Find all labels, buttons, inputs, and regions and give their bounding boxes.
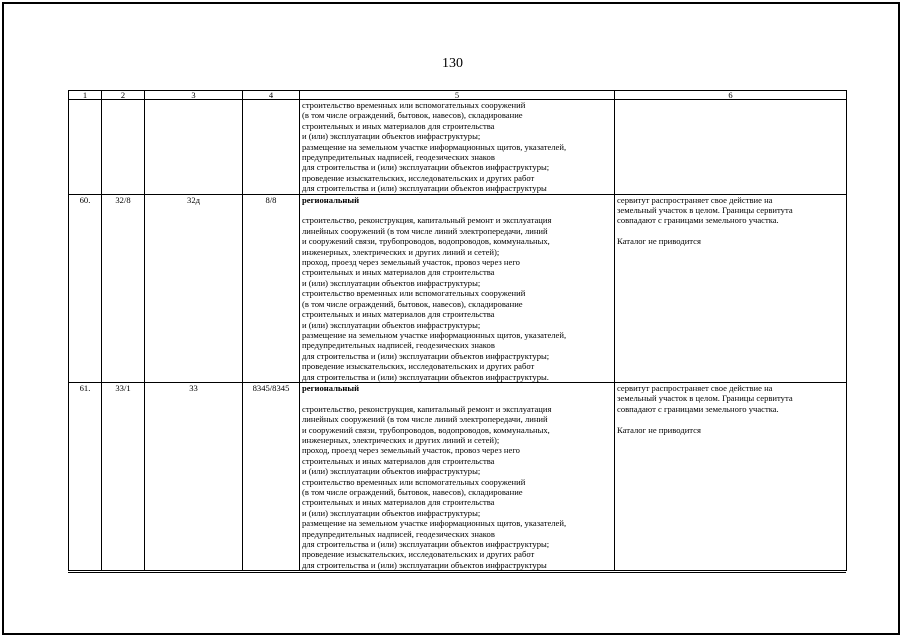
note-line: сервитут распространяет свое действие на xyxy=(617,382,773,393)
note-line: земельный участок в целом. Границы сервитута xyxy=(617,393,793,404)
purpose-line: инженерных, электрических и других линий и сетей); xyxy=(302,246,500,257)
note-line: земельный участок в целом. Границы сервитута xyxy=(617,205,793,216)
purpose-line: и (или) эксплуатации объектов инфраструктуры; xyxy=(302,131,481,142)
cell-c2: 32/8 xyxy=(102,194,145,382)
cell-c2 xyxy=(102,100,145,195)
header-cell-6: 6 xyxy=(615,91,847,100)
header-cell-3: 3 xyxy=(145,91,243,100)
purpose-line: для строительства и (или) эксплуатации объектов инфраструктуры; xyxy=(302,350,550,361)
purpose-line: строительство, реконструкция, капитальный ремонт и эксплуатация xyxy=(302,403,552,414)
catalog-note: Каталог не приводится xyxy=(617,236,701,247)
cell-c3 xyxy=(145,100,243,195)
cell-purpose xyxy=(300,382,615,570)
purpose-line: строительных и иных материалов для строительства xyxy=(302,309,495,320)
purpose-line: проход, проезд через земельный участок, провоз через него xyxy=(302,257,520,268)
purpose-line: строительных и иных материалов для строительства xyxy=(302,120,495,131)
purpose-line: (в том числе ограждений, бытовок, навесов), складирование xyxy=(302,487,523,497)
purpose-line: проведение изыскательских, исследовательских и других работ xyxy=(302,172,535,183)
purpose-line: размещение на земельном участке информационных щитов, указателей, xyxy=(302,141,567,152)
purpose-line: проведение изыскательских, исследовательских и других работ xyxy=(302,549,535,560)
header-cell-4: 4 xyxy=(243,91,300,100)
cell-purpose xyxy=(300,194,615,382)
cell-notes xyxy=(615,100,847,195)
purpose-line: предупредительных надписей, геодезических знаков xyxy=(302,340,495,351)
cell-c2: 33/1 xyxy=(102,382,145,570)
purpose-line: строительных и иных материалов для строительства xyxy=(302,267,495,278)
purpose-line: проведение изыскательских, исследовательских и других работ xyxy=(302,361,535,372)
spacer xyxy=(302,393,612,403)
table-row xyxy=(69,382,847,570)
cell-c4: 8/8 xyxy=(243,194,300,382)
purpose-line: строительство временных или вспомогательных сооружений xyxy=(302,476,526,487)
purpose-line: строительных и иных материалов для строительства xyxy=(302,497,495,508)
purpose-line: предупредительных надписей, геодезических знаков xyxy=(302,152,495,163)
table-row xyxy=(69,194,847,382)
cell-c4: 8345/8345 xyxy=(243,382,300,570)
header-cell-1: 1 xyxy=(69,91,102,100)
purpose-line: и (или) эксплуатации объектов инфраструктуры; xyxy=(302,466,481,477)
purpose-line: (в том числе ограждений, бытовок, навесов), складирование xyxy=(302,298,523,309)
header-cell-2: 2 xyxy=(102,91,145,100)
purpose-line: и (или) эксплуатации объектов инфраструктуры; xyxy=(302,507,481,518)
note-line: сервитут распространяет свое действие на xyxy=(617,194,773,205)
table-row-continuation xyxy=(69,100,847,195)
level-label: региональный xyxy=(302,382,360,393)
purpose-line: строительных и иных материалов для строительства xyxy=(302,455,495,466)
header-row xyxy=(69,91,847,100)
servitude-table xyxy=(68,90,847,571)
table-bottom-rule xyxy=(68,572,846,573)
purpose-line: линейных сооружений (в том числе линий электропередачи, линий xyxy=(302,225,548,236)
purpose-line: проход, проезд через земельный участок, провоз через него xyxy=(302,445,520,456)
purpose-line: строительство, реконструкция, капитальный ремонт и эксплуатация xyxy=(302,215,552,226)
purpose-line: и сооружений связи, трубопроводов, водопроводов, коммунальных, xyxy=(302,236,550,247)
level-label: региональный xyxy=(302,194,360,205)
purpose-line: для строительства и (или) эксплуатации объектов инфраструктуры. xyxy=(302,371,549,382)
purpose-line: (в том числе ограждений, бытовок, навесов), складирование xyxy=(302,110,523,121)
purpose-line: и (или) эксплуатации объектов инфраструктуры; xyxy=(302,319,481,330)
purpose-line: инженерных, электрических и других линий и сетей); xyxy=(302,434,500,445)
purpose-line: для строительства и (или) эксплуатации объектов инфраструктуры; xyxy=(302,539,550,550)
purpose-line: размещение на земельном участке информационных щитов, указателей, xyxy=(302,518,567,529)
purpose-line: предупредительных надписей, геодезических знаков xyxy=(302,528,495,539)
spacer xyxy=(302,205,612,215)
purpose-line: строительство временных или вспомогательных сооружений xyxy=(302,100,526,110)
spacer xyxy=(617,226,844,236)
cell-num xyxy=(69,100,102,195)
purpose-line: линейных сооружений (в том числе линий электропередачи, линий xyxy=(302,414,548,425)
purpose-line: для строительства и (или) эксплуатации объектов инфраструктуры xyxy=(302,183,547,194)
purpose-line: для строительства и (или) эксплуатации объектов инфраструктуры; xyxy=(302,162,550,173)
cell-c3: 33 xyxy=(145,382,243,570)
cell-purpose xyxy=(300,100,615,195)
cell-notes xyxy=(615,194,847,382)
note-line: совпадают с границами земельного участка. xyxy=(617,215,779,226)
cell-notes xyxy=(615,382,847,570)
note-line: совпадают с границами земельного участка. xyxy=(617,403,779,414)
purpose-line: и (или) эксплуатации объектов инфраструктуры; xyxy=(302,277,481,288)
cell-c3: 32д xyxy=(145,194,243,382)
header-cell-5: 5 xyxy=(300,91,615,100)
catalog-note: Каталог не приводится xyxy=(617,424,701,435)
cell-c4 xyxy=(243,100,300,195)
purpose-line: для строительства и (или) эксплуатации объектов инфраструктуры xyxy=(302,559,547,570)
row-number: 61. xyxy=(69,382,102,570)
purpose-line: и сооружений связи, трубопроводов, водопроводов, коммунальных, xyxy=(302,424,550,435)
row-number: 60. xyxy=(69,194,102,382)
purpose-line: размещение на земельном участке информационных щитов, указателей, xyxy=(302,329,567,340)
purpose-line: строительство временных или вспомогательных сооружений xyxy=(302,288,526,299)
spacer xyxy=(617,414,844,424)
page-number: 130 xyxy=(442,56,463,71)
